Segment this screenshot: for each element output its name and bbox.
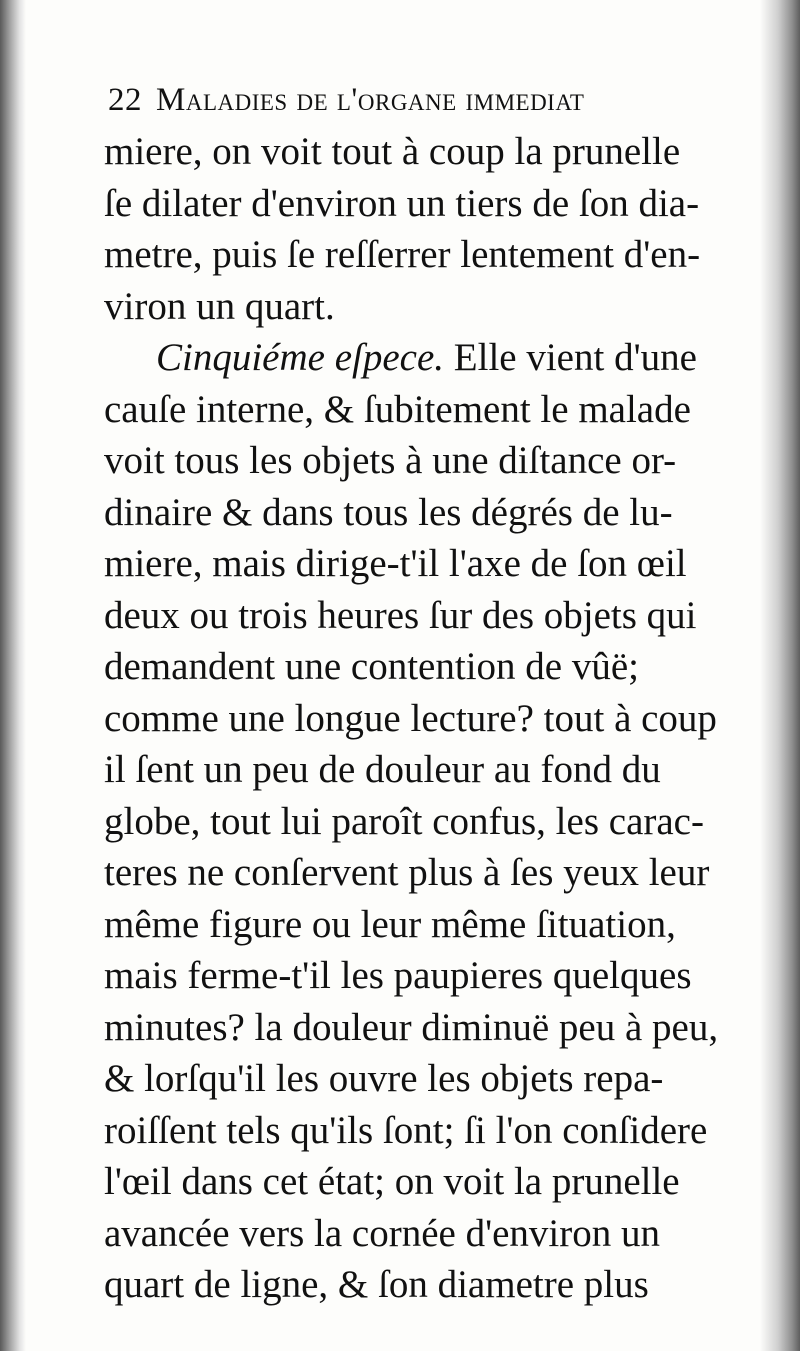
text-line: [104, 126, 794, 178]
line-text: metre, puis ſe reſſerrer lentement d'en-: [104, 233, 701, 276]
text-line: [104, 1002, 794, 1054]
body-text: [104, 126, 794, 1311]
line-text: roiſſent tels qu'ils ſont; ſi l'on conſidere: [104, 1108, 708, 1152]
line-text: miere, on voit tout à coup la prunelle: [104, 130, 681, 173]
text-line: [104, 590, 794, 642]
text-line: [104, 796, 794, 848]
line-text: viron un quart.: [104, 284, 335, 328]
text-line: [104, 435, 794, 487]
page-number: 22: [108, 82, 142, 118]
text-line: [104, 641, 794, 693]
text-line: [104, 1208, 794, 1260]
text-line: [104, 744, 794, 796]
text-line: [104, 332, 794, 384]
running-head: [108, 76, 798, 124]
text-line: [104, 1053, 794, 1105]
line-text: avancée vers la cornée d'environ un: [104, 1211, 660, 1255]
line-text: mais ferme-t'il les paupieres quelques: [104, 954, 692, 997]
text-line: [104, 229, 794, 281]
line-text: il ſent un peu de douleur au fond du: [104, 748, 661, 791]
text-line: [104, 693, 794, 745]
running-head-title: Maladies de l'organe immediat: [156, 82, 585, 118]
text-line: [104, 950, 794, 1002]
line-text: deux ou trois heures ſur des objets qui: [104, 593, 697, 637]
line-text: miere, mais dirige-t'il l'axe de ſon œil: [104, 542, 687, 585]
line-text: cauſe interne, & ſubitement le malade: [104, 387, 691, 431]
text-line: [104, 178, 794, 230]
line-text: globe, tout lui paroît confus, les carac-: [104, 799, 704, 843]
line-text: quart de ligne, & ſon diametre plus: [104, 1263, 649, 1306]
text-line: [104, 538, 794, 590]
text-line: [104, 899, 794, 951]
line-text: l'œil dans cet état; on voit la prunelle: [104, 1160, 680, 1203]
line-text: Elle vient d'une: [453, 336, 697, 379]
line-text: dinaire & dans tous les dégrés de lu-: [104, 490, 673, 534]
section-label: Cinquiéme eſpece.: [156, 336, 445, 379]
text-line: [104, 1105, 794, 1157]
text-line: [104, 1259, 794, 1311]
text-line: [104, 281, 794, 333]
line-text: voit tous les objets à une diſtance or-: [104, 439, 677, 482]
line-text: & lorſqu'il les ouvre les objets repa-: [104, 1057, 664, 1100]
text-line: [104, 847, 794, 899]
text-line: [104, 487, 794, 539]
line-text: minutes? la douleur diminuë peu à peu,: [104, 1005, 719, 1049]
text-line: [104, 1156, 794, 1208]
line-text: teres ne conſervent plus à ſes yeux leur: [104, 851, 710, 894]
text-line: [104, 384, 794, 436]
line-text: même figure ou leur même ſituation,: [104, 902, 676, 946]
gutter-shadow: [0, 0, 26, 1351]
line-text: comme une longue lecture? tout à coup: [104, 696, 717, 740]
line-text: demandent une contention de vûë;: [104, 645, 639, 688]
line-text: ſe dilater d'environ un tiers de ſon dia-: [104, 181, 700, 225]
